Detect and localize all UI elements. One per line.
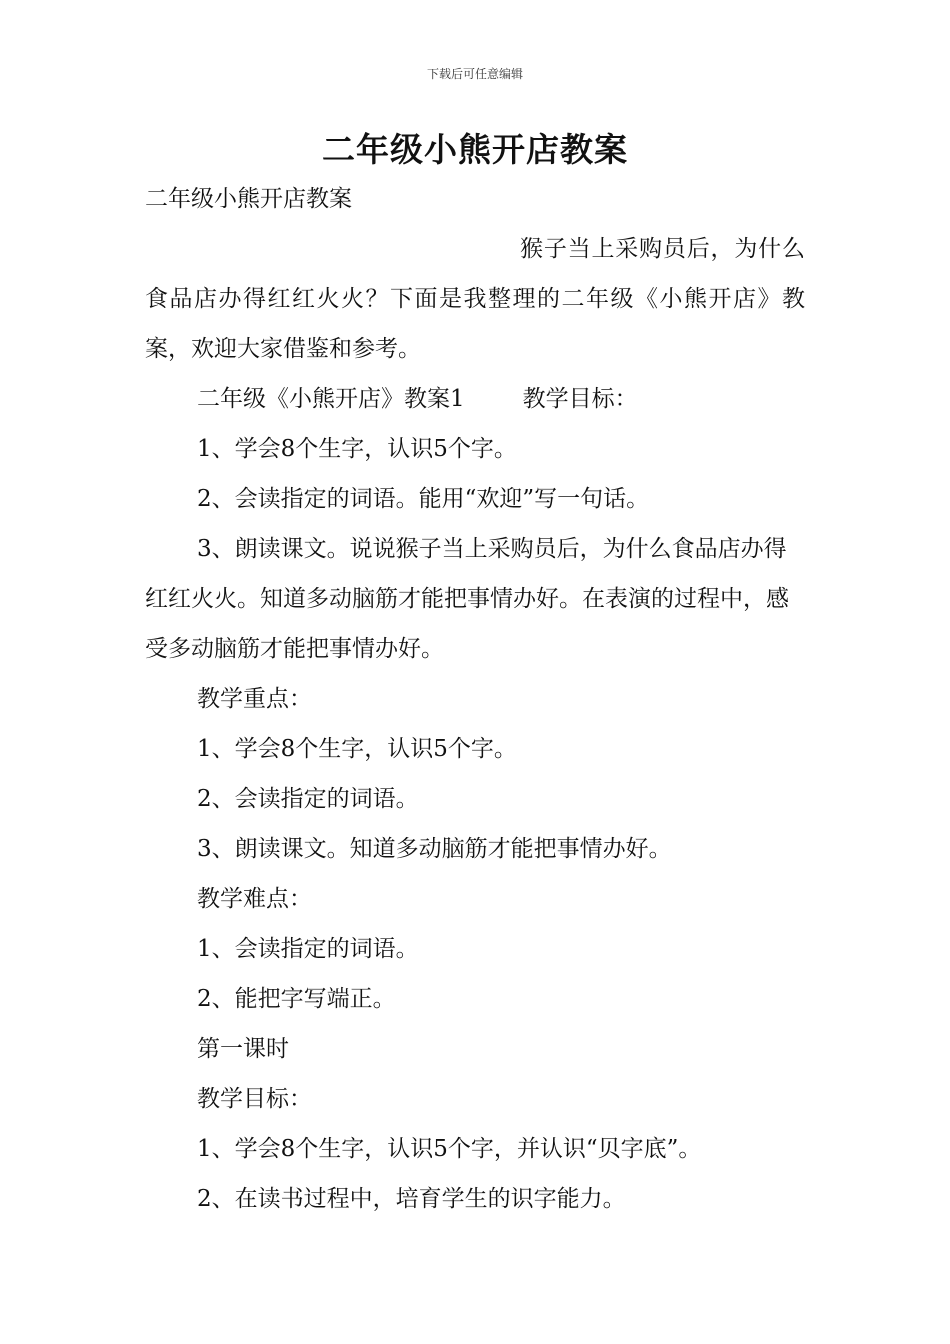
lesson-goal-label: 教学目标：	[197, 1086, 312, 1112]
intro-paragraph: 猴子当上采购员后，为什么食品店办得红红火火？下面是我整理的二年级《小熊开店》教案，欢迎大家借鉴和参考。	[145, 236, 805, 362]
goal-item: 3、朗读课文。说说猴子当上采购员后，为什么食品店办得红红火火。知道多动脑筋才能把事情办好。在表演的过程中，感受多动脑筋才能把事情办好。	[145, 536, 789, 662]
section-heading	[145, 374, 805, 424]
difficulty-item: 1、会读指定的词语。	[197, 936, 419, 962]
difficulty-item: 2、能把字写端正。	[197, 986, 396, 1012]
key-point-item: 2、会读指定的词语。	[197, 786, 419, 812]
key-points-label: 教学重点：	[197, 686, 312, 712]
goal-item: 2、会读指定的词语。能用“欢迎”写一句话。	[197, 486, 650, 512]
goal-label: 教学目标：	[522, 386, 638, 412]
header-note: 下载后可任意编辑	[426, 67, 523, 81]
document-title: 二年级小熊开店教案	[322, 130, 628, 169]
lesson-label: 第一课时	[197, 1036, 289, 1062]
lesson-goal-item: 2、在读书过程中，培育学生的识字能力。	[197, 1186, 626, 1212]
goal-item: 1、学会8个生字，认识5个字。	[197, 436, 517, 462]
section-title: 二年级《小熊开店》教案1	[197, 386, 465, 412]
document-body	[145, 174, 805, 1224]
subtitle: 二年级小熊开店教案	[145, 186, 352, 212]
difficulties-label: 教学难点：	[197, 886, 312, 912]
key-point-item: 3、朗读课文。知道多动脑筋才能把事情办好。	[197, 836, 672, 862]
lesson-goal-item: 1、学会8个生字，认识5个字，并认识“贝字底”。	[197, 1136, 702, 1162]
key-point-item: 1、学会8个生字，认识5个字。	[197, 736, 517, 762]
